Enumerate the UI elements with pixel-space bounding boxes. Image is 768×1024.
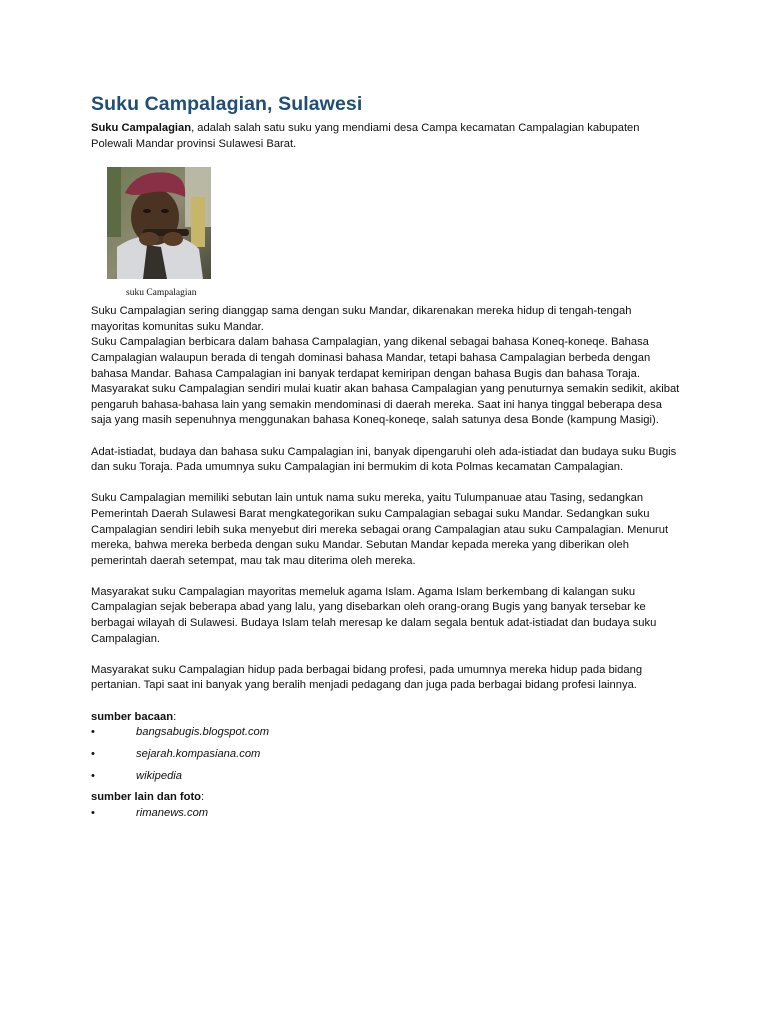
photo-man-playing-instrument xyxy=(107,167,211,279)
list-item xyxy=(91,769,681,785)
source-text: rimanews.com xyxy=(136,806,209,819)
other-sources-heading-label: sumber lain dan foto xyxy=(91,791,202,804)
paragraph: Adat-istiadat, budaya dan bahasa suku Campalagian ini, banyak dipengaruhi oleh ada-istiadat dan budaya suku Bugis dan suku Toraja. Pada umumnya suku Campalagian ini bermukim di kota Polmas kecamatan Campalagian. xyxy=(91,445,677,474)
sources-heading xyxy=(91,710,681,726)
source-text: bangsabugis.blogspot.com xyxy=(136,726,270,739)
paragraph-group-1 xyxy=(91,304,681,429)
list-item xyxy=(91,806,681,822)
figure xyxy=(107,167,211,298)
list-item xyxy=(91,747,681,769)
other-sources-list xyxy=(91,806,681,822)
paragraph: Masyarakat suku Campalagian sendiri mulai kuatir akan bahasa Campalagian yang penuturnya semakin sedikit, akibat pengaruh bahasa-bahasa lain yang semakin mendominasi di daerah mereka. Saat ini hanya tinggal beberapa desa saja yang masih sepenuhnya menggunakan bahasa Koneq-koneqe, salah satunya desa Bonde (kampung Masigi). xyxy=(91,383,680,427)
intro-text: , adalah salah satu suku yang mendiami desa Campa kecamatan Campalagian kabupaten Polewali Mandar provinsi Sulawesi Barat. xyxy=(91,122,640,150)
list-item xyxy=(91,725,681,747)
paragraph: Suku Campalagian berbicara dalam bahasa Campalagian, yang dikenal sebagai bahasa Koneq-koneqe. Bahasa Campalagian walaupun berada di tengah dominasi bahasa Mandar, tetapi bahasa Campalagian berbeda dengan bahasa Mandar. Bahasa Campalagian ini banyak terdapat kemiripan dengan bahasa Bugis dan bahasa Toraja. xyxy=(91,336,651,380)
photo-caption: suku Campalagian xyxy=(126,288,197,299)
source-text: sejarah.kompasiana.com xyxy=(136,748,261,761)
article-body xyxy=(91,92,681,822)
sources-list xyxy=(91,725,681,785)
bullet: • xyxy=(91,748,95,761)
paragraph: Suku Campalagian sering dianggap sama dengan suku Mandar, dikarenakan mereka hidup di tengah-tengah mayoritas komunitas suku Mandar. xyxy=(91,305,632,333)
page-title: Suku Campalagian, Sulawesi xyxy=(91,93,363,115)
paragraph: Masyarakat suku Campalagian mayoritas memeluk agama Islam. Agama Islam berkembang di kalangan suku Campalagian sejak beberapa abad yang lalu, yang disebarkan oleh orang-orang Bugis yang banyak tersebar ke berbagai wilayah di Sulawesi. Budaya Islam telah meresap ke dalam segala bentuk adat-istiadat dan budaya suku Campalagian. xyxy=(91,585,657,645)
bullet: • xyxy=(91,770,95,783)
paragraph: Suku Campalagian memiliki sebutan lain untuk nama suku mereka, yaitu Tulumpanuae atau Tasing, sedangkan Pemerintah Daerah Sulawesi Barat mengkategorikan suku Campalagian sebagai suku Mandar. Sedangkan suku Campalagian sendiri lebih suka menyebut diri mereka sebagai orang Campalagian atau suku Campalagian. Menurut mereka, bahwa mereka berbeda dengan suku Mandar. Sebutan Mandar kepada mereka yang diberikan oleh pemerintah daerah setempat, mau tak mau diterima oleh mereka. xyxy=(91,492,669,567)
bullet: • xyxy=(91,806,95,819)
source-text: wikipedia xyxy=(136,770,183,783)
sources-heading-colon: : xyxy=(173,710,177,723)
paragraph: Masyarakat suku Campalagian hidup pada berbagai bidang profesi, pada umumnya mereka hidup pada bidang pertanian. Tapi saat ini banyak yang beralih menjadi pedagang dan juga pada berbagai bidang profesi lainnya. xyxy=(91,663,643,692)
intro-paragraph xyxy=(91,121,681,152)
sources-heading-label: sumber bacaan xyxy=(91,710,174,723)
other-sources-heading-colon: : xyxy=(201,791,205,804)
bullet: • xyxy=(91,726,95,739)
intro-bold-term: Suku Campalagian xyxy=(91,122,192,134)
other-sources-heading xyxy=(91,790,681,806)
